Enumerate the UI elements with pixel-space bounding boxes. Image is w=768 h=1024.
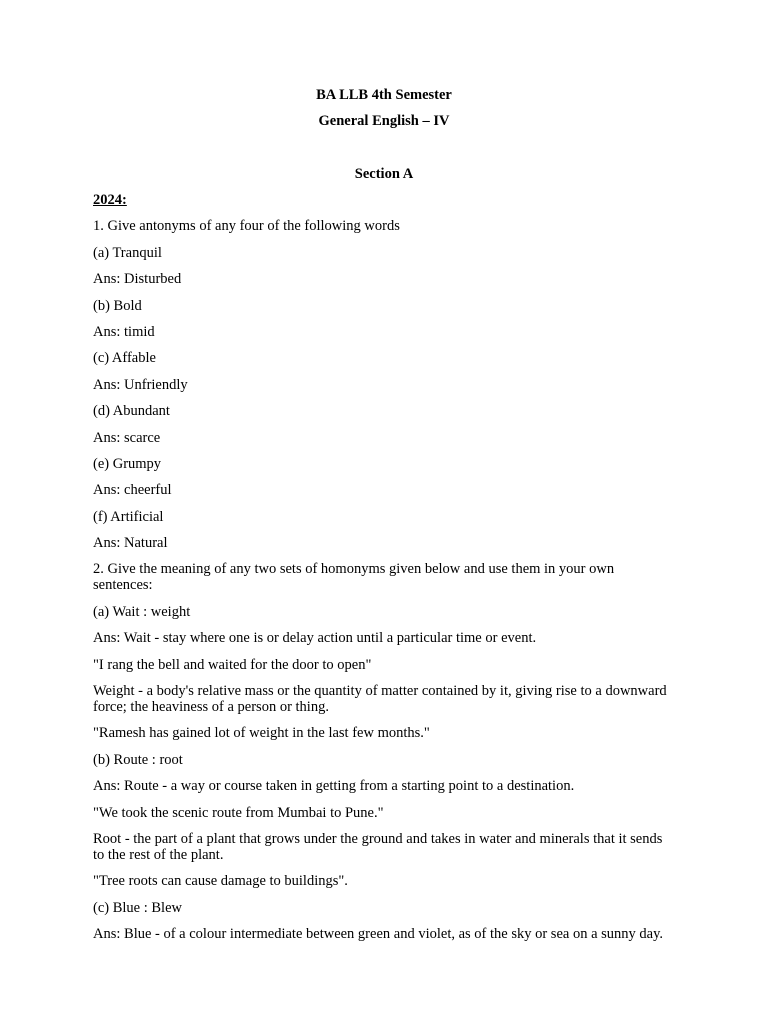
homonym-a-answer: Ans: Wait - stay where one is or delay action until a particular time or event. <box>93 630 537 647</box>
homonym-b-example-2: "Tree roots can cause damage to buildings". <box>93 873 348 890</box>
answer-a: Ans: Disturbed <box>93 271 182 288</box>
homonym-a-meaning-2: Weight - a body's relative mass or the quantity of matter contained by it, giving rise to a downward force; the heaviness of a person or thing. <box>93 683 667 716</box>
answer-b: Ans: timid <box>93 323 155 340</box>
course-title: BA LLB 4th Semester <box>316 87 452 103</box>
section-heading: Section A <box>354 166 414 182</box>
option-b: (b) Bold <box>93 297 142 314</box>
homonym-c-answer: Ans: Blue - of a colour intermediate between green and violet, as of the sky or sea on a sunny day. <box>93 926 664 943</box>
homonym-a-example-1: "I rang the bell and waited for the door to open" <box>93 656 372 673</box>
homonym-c: (c) Blue : Blew <box>93 899 182 916</box>
subject-title: General English – IV <box>318 113 450 129</box>
homonym-b: (b) Route : root <box>93 751 183 768</box>
answer-e: Ans: cheerful <box>93 482 172 499</box>
homonym-b-answer: Ans: Route - a way or course taken in getting from a starting point to a destination. <box>93 778 575 795</box>
option-d: (d) Abundant <box>93 403 170 420</box>
homonym-a: (a) Wait : weight <box>93 603 191 620</box>
option-e: (e) Grumpy <box>93 455 162 472</box>
question-2: 2. Give the meaning of any two sets of homonyms given below and use them in your own sentences: <box>93 561 615 594</box>
document-body <box>93 192 673 953</box>
option-f: (f) Artificial <box>93 508 164 525</box>
answer-f: Ans: Natural <box>93 535 168 552</box>
homonym-b-meaning-2: Root - the part of a plant that grows under the ground and takes in water and minerals that it sends to the rest of the plant. <box>93 830 663 863</box>
option-c: (c) Affable <box>93 350 156 367</box>
answer-c: Ans: Unfriendly <box>93 376 188 393</box>
option-a: (a) Tranquil <box>93 244 162 261</box>
answer-d: Ans: scarce <box>93 429 161 446</box>
homonym-b-example-1: "We took the scenic route from Mumbai to Pune." <box>93 804 384 821</box>
question-1: 1. Give antonyms of any four of the following words <box>93 218 400 235</box>
homonym-a-example-2: "Ramesh has gained lot of weight in the last few months." <box>93 725 430 742</box>
year-heading: 2024: <box>93 192 127 208</box>
